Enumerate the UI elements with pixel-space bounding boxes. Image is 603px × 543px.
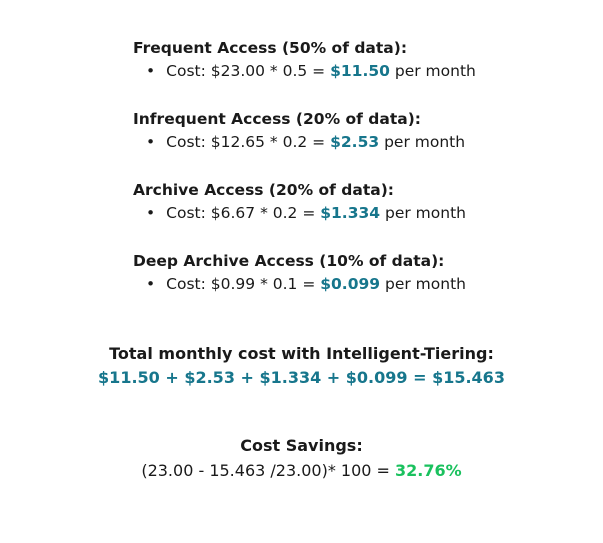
cost-prefix: Cost: $6.67 * 0.2 = — [166, 204, 321, 222]
cost-value-highlight: $1.334 — [320, 204, 381, 222]
frequent-access-heading: Frequent Access (50% of data): — [133, 39, 408, 57]
savings-percentage-highlight: 32.76% — [395, 461, 462, 480]
cost-suffix: per month — [389, 62, 476, 80]
savings-equation-prefix: (23.00 - 15.463 /23.00)* 100 = — [141, 461, 396, 480]
cost-suffix: per month — [380, 275, 466, 293]
cost-text — [166, 273, 466, 296]
total-monthly-cost-block — [0, 342, 603, 390]
total-cost-equation: $11.50 + $2.53 + $1.334 + $0.099 = $15.463 — [98, 368, 505, 387]
archive-access-heading: Archive Access (20% of data): — [133, 181, 394, 199]
cost-suffix: per month — [380, 204, 466, 222]
archive-access-cost-line — [133, 202, 603, 225]
bullet-icon — [146, 202, 155, 225]
deep-archive-access-heading: Deep Archive Access (10% of data): — [133, 252, 445, 270]
cost-prefix: Cost: $23.00 * 0.5 = — [166, 62, 331, 80]
section-deep-archive-access — [133, 250, 603, 296]
bullet-icon — [146, 60, 155, 83]
section-infrequent-access — [133, 108, 603, 154]
cost-savings-block — [0, 434, 603, 484]
cost-value-highlight: $2.53 — [330, 133, 380, 151]
bullet-icon — [146, 273, 155, 296]
cost-prefix: Cost: $0.99 * 0.1 = — [166, 275, 321, 293]
cost-value-highlight: $0.099 — [320, 275, 381, 293]
frequent-access-cost-line — [133, 60, 603, 83]
cost-prefix: Cost: $12.65 * 0.2 = — [166, 133, 331, 151]
cost-savings-equation — [0, 458, 603, 484]
cost-savings-heading: Cost Savings: — [240, 436, 363, 455]
section-archive-access — [133, 179, 603, 225]
cost-text — [166, 202, 466, 225]
cost-suffix: per month — [379, 133, 466, 151]
bullet-icon — [146, 131, 155, 154]
total-cost-heading: Total monthly cost with Intelligent-Tiering: — [109, 344, 494, 363]
cost-text — [166, 60, 476, 83]
infrequent-access-heading: Infrequent Access (20% of data): — [133, 110, 421, 128]
deep-archive-access-cost-line — [133, 273, 603, 296]
cost-text — [166, 131, 465, 154]
cost-value-highlight: $11.50 — [330, 62, 390, 80]
infrequent-access-cost-line — [133, 131, 603, 154]
section-frequent-access — [133, 37, 603, 83]
